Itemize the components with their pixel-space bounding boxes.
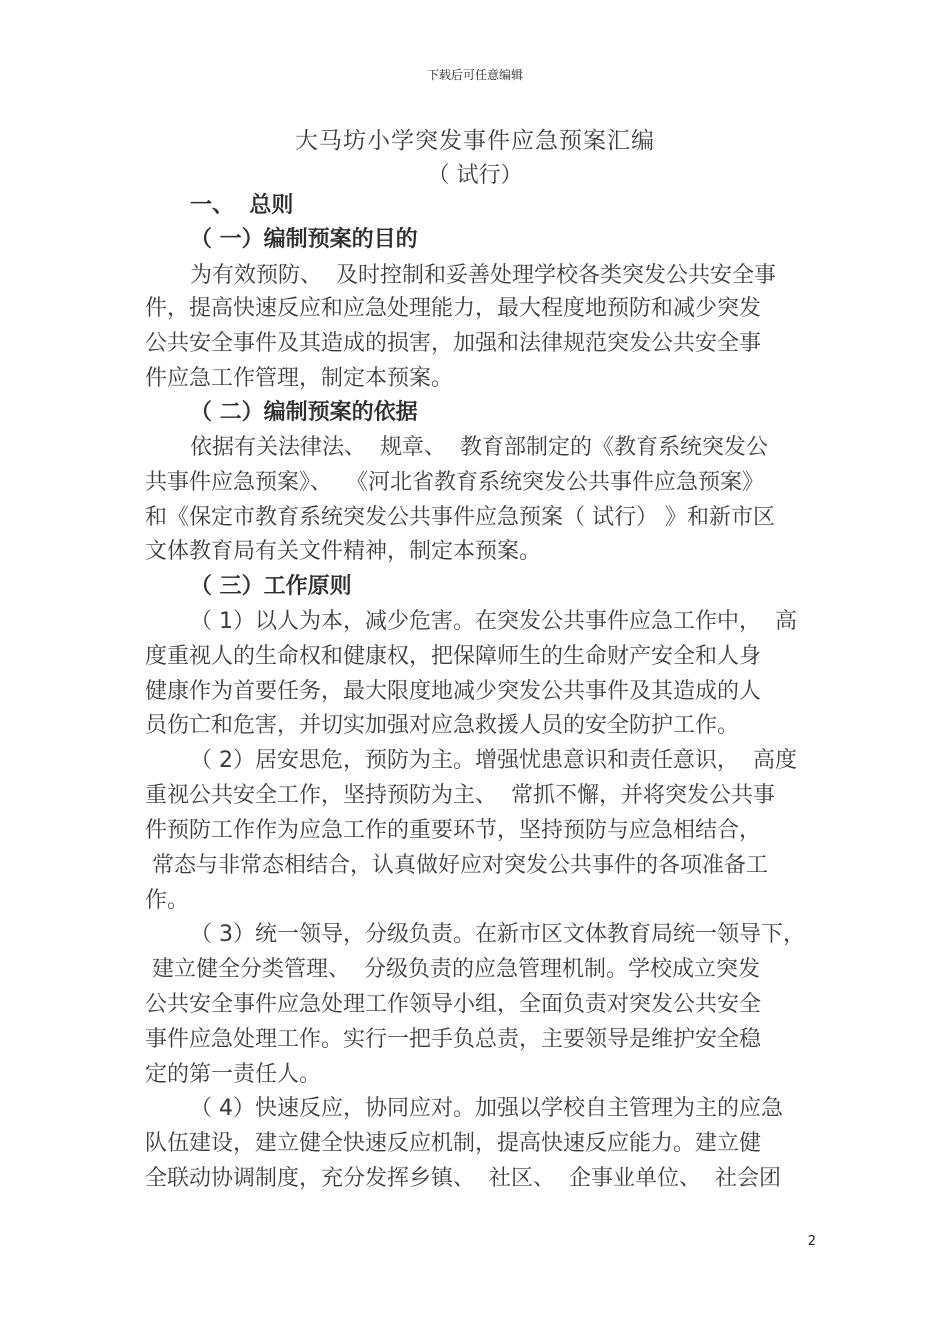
page-header-note: 下载后可任意编辑 (426, 68, 523, 82)
body-line: 件预防工作作为应急工作的重要环节，坚持预防与应急相结合， (145, 818, 762, 843)
body-line: 件，提高快速反应和应急处理能力，最大程度地预防和减少突发 (145, 296, 762, 321)
body-line: 和《保定市教育系统突发公共事件应急预案（ 试行） 》和新市区 (145, 505, 775, 530)
body-line: 队伍建设，建立健全快速反应机制，提高快速反应能力。建立健 (145, 1131, 762, 1156)
body-line: （ 3）统一领导，分级负责。在新市区文体教育局统一领导下， (190, 922, 805, 947)
body-line: 常态与非常态相结合，认真做好应对突发公共事件的各项准备工 (145, 853, 768, 878)
body-line: 共事件应急预案》、 《河北省教育系统突发公共事件应急预案》 (145, 470, 764, 495)
body-line: 件应急工作管理，制定本预案。 (145, 366, 454, 391)
body-line: （ 1）以人为本，减少危害。在突发公共事件应急工作中， 高 (190, 609, 797, 634)
body-line: （ 4）快速反应，协同应对。加强以学校自主管理为主的应急 (190, 1096, 783, 1121)
body-line: （ 2）居安思危，预防为主。增强忧患意识和责任意识， 高度 (190, 748, 797, 773)
body-line: 公共安全事件应急处理工作领导小组，全面负责对突发公共安全 (145, 992, 762, 1017)
body-line: 事件应急处理工作。实行一把手负总责，主要领导是维护安全稳 (145, 1027, 762, 1052)
body-line: 建立健全分类管理、 分级负责的应急管理机制。学校成立突发 (145, 957, 760, 982)
page-number: 2 (807, 1234, 816, 1249)
body-line: 健康作为首要任务，最大限度地减少突发公共事件及其造成的人 (145, 679, 762, 704)
body-line: 依据有关法律法、 规章、 教育部制定的《教育系统突发公 (190, 435, 768, 460)
body-line: 全联动协调制度，充分发挥乡镇、 社区、 企事业单位、 社会团 (145, 1166, 781, 1191)
body-line: 员伤亡和危害，并切实加强对应急救援人员的安全防护工作。 (145, 713, 740, 738)
body-line: 公共安全事件及其造成的损害，加强和法律规范突发公共安全事 (145, 331, 762, 356)
subsection-heading-basis: （ 二）编制预案的依据 (190, 400, 418, 425)
body-line: 定的第一责任人。 (145, 1062, 322, 1087)
section-heading-general: 一、 总则 (190, 193, 294, 218)
body-line: 文体教育局有关文件精神，制定本预案。 (145, 539, 542, 564)
body-line: 为有效预防、 及时控制和妥善处理学校各类突发公共安全事 (190, 263, 776, 288)
body-line: 重视公共安全工作，坚持预防为主、 常抓不懈，并将突发公共事 (145, 783, 775, 808)
body-line: 作。 (145, 888, 190, 913)
body-line: 度重视人的生命权和健康权，把保障师生的生命财产安全和人身 (145, 644, 762, 669)
document-title: 大马坊小学突发事件应急预案汇编 (295, 128, 655, 154)
subsection-heading-purpose: （ 一）编制预案的目的 (190, 227, 418, 252)
document-subtitle: （ 试行） (427, 163, 523, 188)
subsection-heading-principles: （ 三）工作原则 (190, 574, 352, 599)
